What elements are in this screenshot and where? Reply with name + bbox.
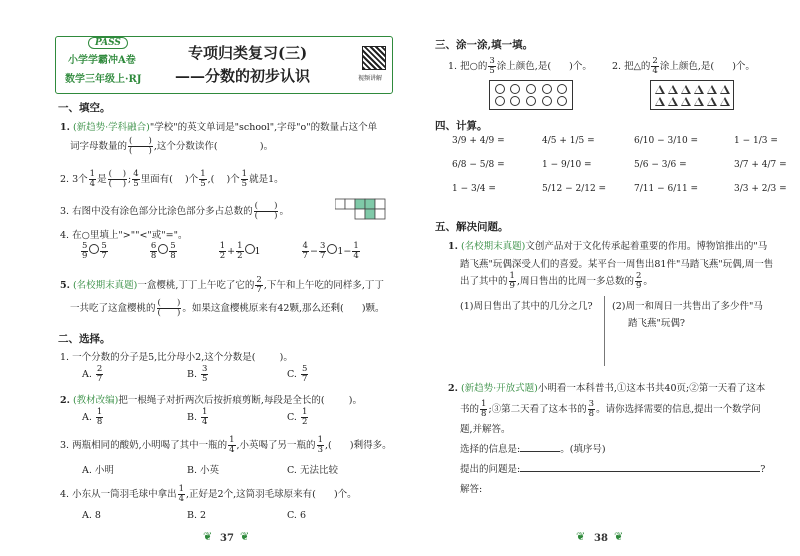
- series-label: 小学学霸冲A卷: [68, 55, 136, 66]
- grade-label: 数学三年级上·RJ: [65, 74, 142, 85]
- leaf-icon: ❦: [614, 530, 624, 543]
- section-5-title: 五、解决问题。: [435, 221, 509, 233]
- p2-line3: 题,并解答。: [460, 424, 511, 435]
- section-1-title: 一、填空。: [58, 102, 111, 114]
- p2-question: 提出的问题是: ?: [460, 464, 766, 475]
- leaf-icon: ❦: [240, 530, 250, 543]
- c4: 4. 小东从一筒羽毛球中拿出 $\frac{1}{4}$ ,正好是2个,这筒羽毛球原来有( )个。: [60, 484, 357, 504]
- section-2-title: 二、选择。: [58, 333, 111, 345]
- q1-line2: 词字母数量的 $\frac{( )}{( )}$ ,这个分数读作( )。: [70, 136, 274, 156]
- p1-subq2: (2)周一和周日一共售出了多少件"马: [612, 301, 763, 312]
- section-3-title: 三、涂一涂,填一填。: [435, 39, 534, 51]
- p2-answer: 解答:: [460, 484, 483, 495]
- c3-options: A. 小明 B. 小英 C. 无法比较: [82, 465, 338, 476]
- q5-line2: 一共吃了这盒樱桃的 $\frac{( )}{( )}$ 。如果这盒樱桃原来有42颗,那么还剩( )颗。: [70, 298, 385, 318]
- c2-options: A. $\frac{1}{8}$ B. $\frac{1}{4}$ C. $\frac{1}{2}$: [82, 407, 308, 427]
- logo: PASS: [88, 37, 128, 49]
- divider: [604, 296, 605, 366]
- leaf-icon: ❦: [203, 530, 213, 543]
- t1: 1. 把○的 $\frac{3}{5}$ 涂上颜色,是( )个。: [448, 56, 592, 76]
- c1-options: A. $\frac{2}{7}$ B. $\frac{3}{5}$ C. $\frac{5}{7}$: [82, 364, 308, 384]
- qr-code-icon: [362, 46, 386, 70]
- p1-line1: 1. (名校期末真题)文创产品对于文化传承起着重要的作用。博物馆推出的"马: [448, 241, 768, 252]
- section-4-title: 四、计算。: [435, 120, 488, 132]
- p1-subq1: (1)周日售出了其中的几分之几?: [460, 301, 593, 312]
- q5-line1: 5. (名校期末真题)一盒樱桃,丁丁上午吃了它的 $\frac{2}{7}$ ,下午和上午吃的同样多,丁丁: [60, 275, 384, 295]
- qr-label: 视频讲解: [358, 75, 383, 82]
- p2-line2: 书的 $\frac{1}{8}$ ;③第二天看了这本书的 $\frac{3}{8}$ 。请你选择需要的信息,提出一个数学问: [460, 399, 761, 419]
- c4-options: A. 8 B. 2 C. 6: [82, 510, 307, 521]
- q3: 3. 右图中没有涂色部分比涂色部分多占总数的 $\frac{( )}{( )}$ 。: [60, 201, 289, 221]
- circle-box: [489, 80, 573, 110]
- q4: 4. 在○里填上">""<"或"="。: [60, 230, 188, 241]
- grid-figure: [335, 195, 393, 220]
- leaf-icon: ❦: [576, 530, 586, 543]
- p1-subq2b: 踏飞燕"玩偶?: [628, 318, 685, 329]
- page-number-right: 38: [594, 533, 608, 544]
- q1-line1: 1. (新趋势·学科融合)"学校"的英文单词是"school",字母"o"的数量占这个单: [60, 122, 378, 133]
- c3: 3. 两瓶相同的酸奶,小明喝了其中一瓶的 $\frac{1}{4}$ ,小英喝了另一瓶的 $\frac{1}{3}$ ,( )剩得多。: [60, 435, 392, 455]
- q2: 2. 3个 $\frac{1}{4}$ 是 $\frac{( )}{( )}$ ; $\frac{4}{5}$ 里面有( )个 $\frac{1}{5}$ ,( )个 $\frac{1}{5}$ 就是1。: [60, 169, 284, 189]
- calc-grid: 3/9 + 4/9 = 4/5 + 1/5 = 6/10 − 3/10 = 1 − 1/3 = 6/8 − 5/8 = 1 − 9/10 = 5/6 − 3/6 = 3/7 + 4/7 = 1 − 3/4 = 5/12 − 2/12 = 7/11 − 6/11 = 3/3 + 2/3 =: [452, 136, 787, 194]
- p2-line1: 2. (新趋势·开放式题)小明看一本科普书,①这本书共40页;②第一天看了这本: [448, 383, 766, 394]
- triangle-box: [650, 80, 734, 110]
- p1-line3: 出了其中的 $\frac{1}{9}$ ,周日售出的比周一多总数的 $\frac{2}{9}$ 。: [460, 271, 653, 291]
- p2-info: 选择的信息是: 。(填序号): [460, 444, 606, 455]
- p1-line2: 踏飞燕"玩偶深受人们的喜爱。某平台一周售出81件"马踏飞燕"玩偶,周一售: [460, 259, 774, 270]
- c2: 2. (教材改编)把一根绳子对折两次后按折痕剪断,每段是全长的( )。: [60, 395, 363, 406]
- c1: 1. 一个分数的分子是5,比分母小2,这个分数是( )。: [60, 352, 293, 363]
- t2: 2. 把△的 $\frac{2}{4}$ 涂上颜色,是( )个。: [612, 56, 755, 76]
- page-title: 专项归类复习(三): [188, 44, 308, 62]
- page-subtitle: ——分数的初步认识: [175, 67, 311, 85]
- q4-row: $\frac{5}{9}$ $\frac{5}{7}$ $\frac{6}{8}$ $\frac{5}{8}$ $\frac{1}{2}$ + $\frac{1}{2}$ 1 $\frac{4}{7}$ − $\frac{3}{7}$ 1− $\frac{1}{4}$: [82, 241, 359, 261]
- page-number-left: 37: [220, 533, 234, 544]
